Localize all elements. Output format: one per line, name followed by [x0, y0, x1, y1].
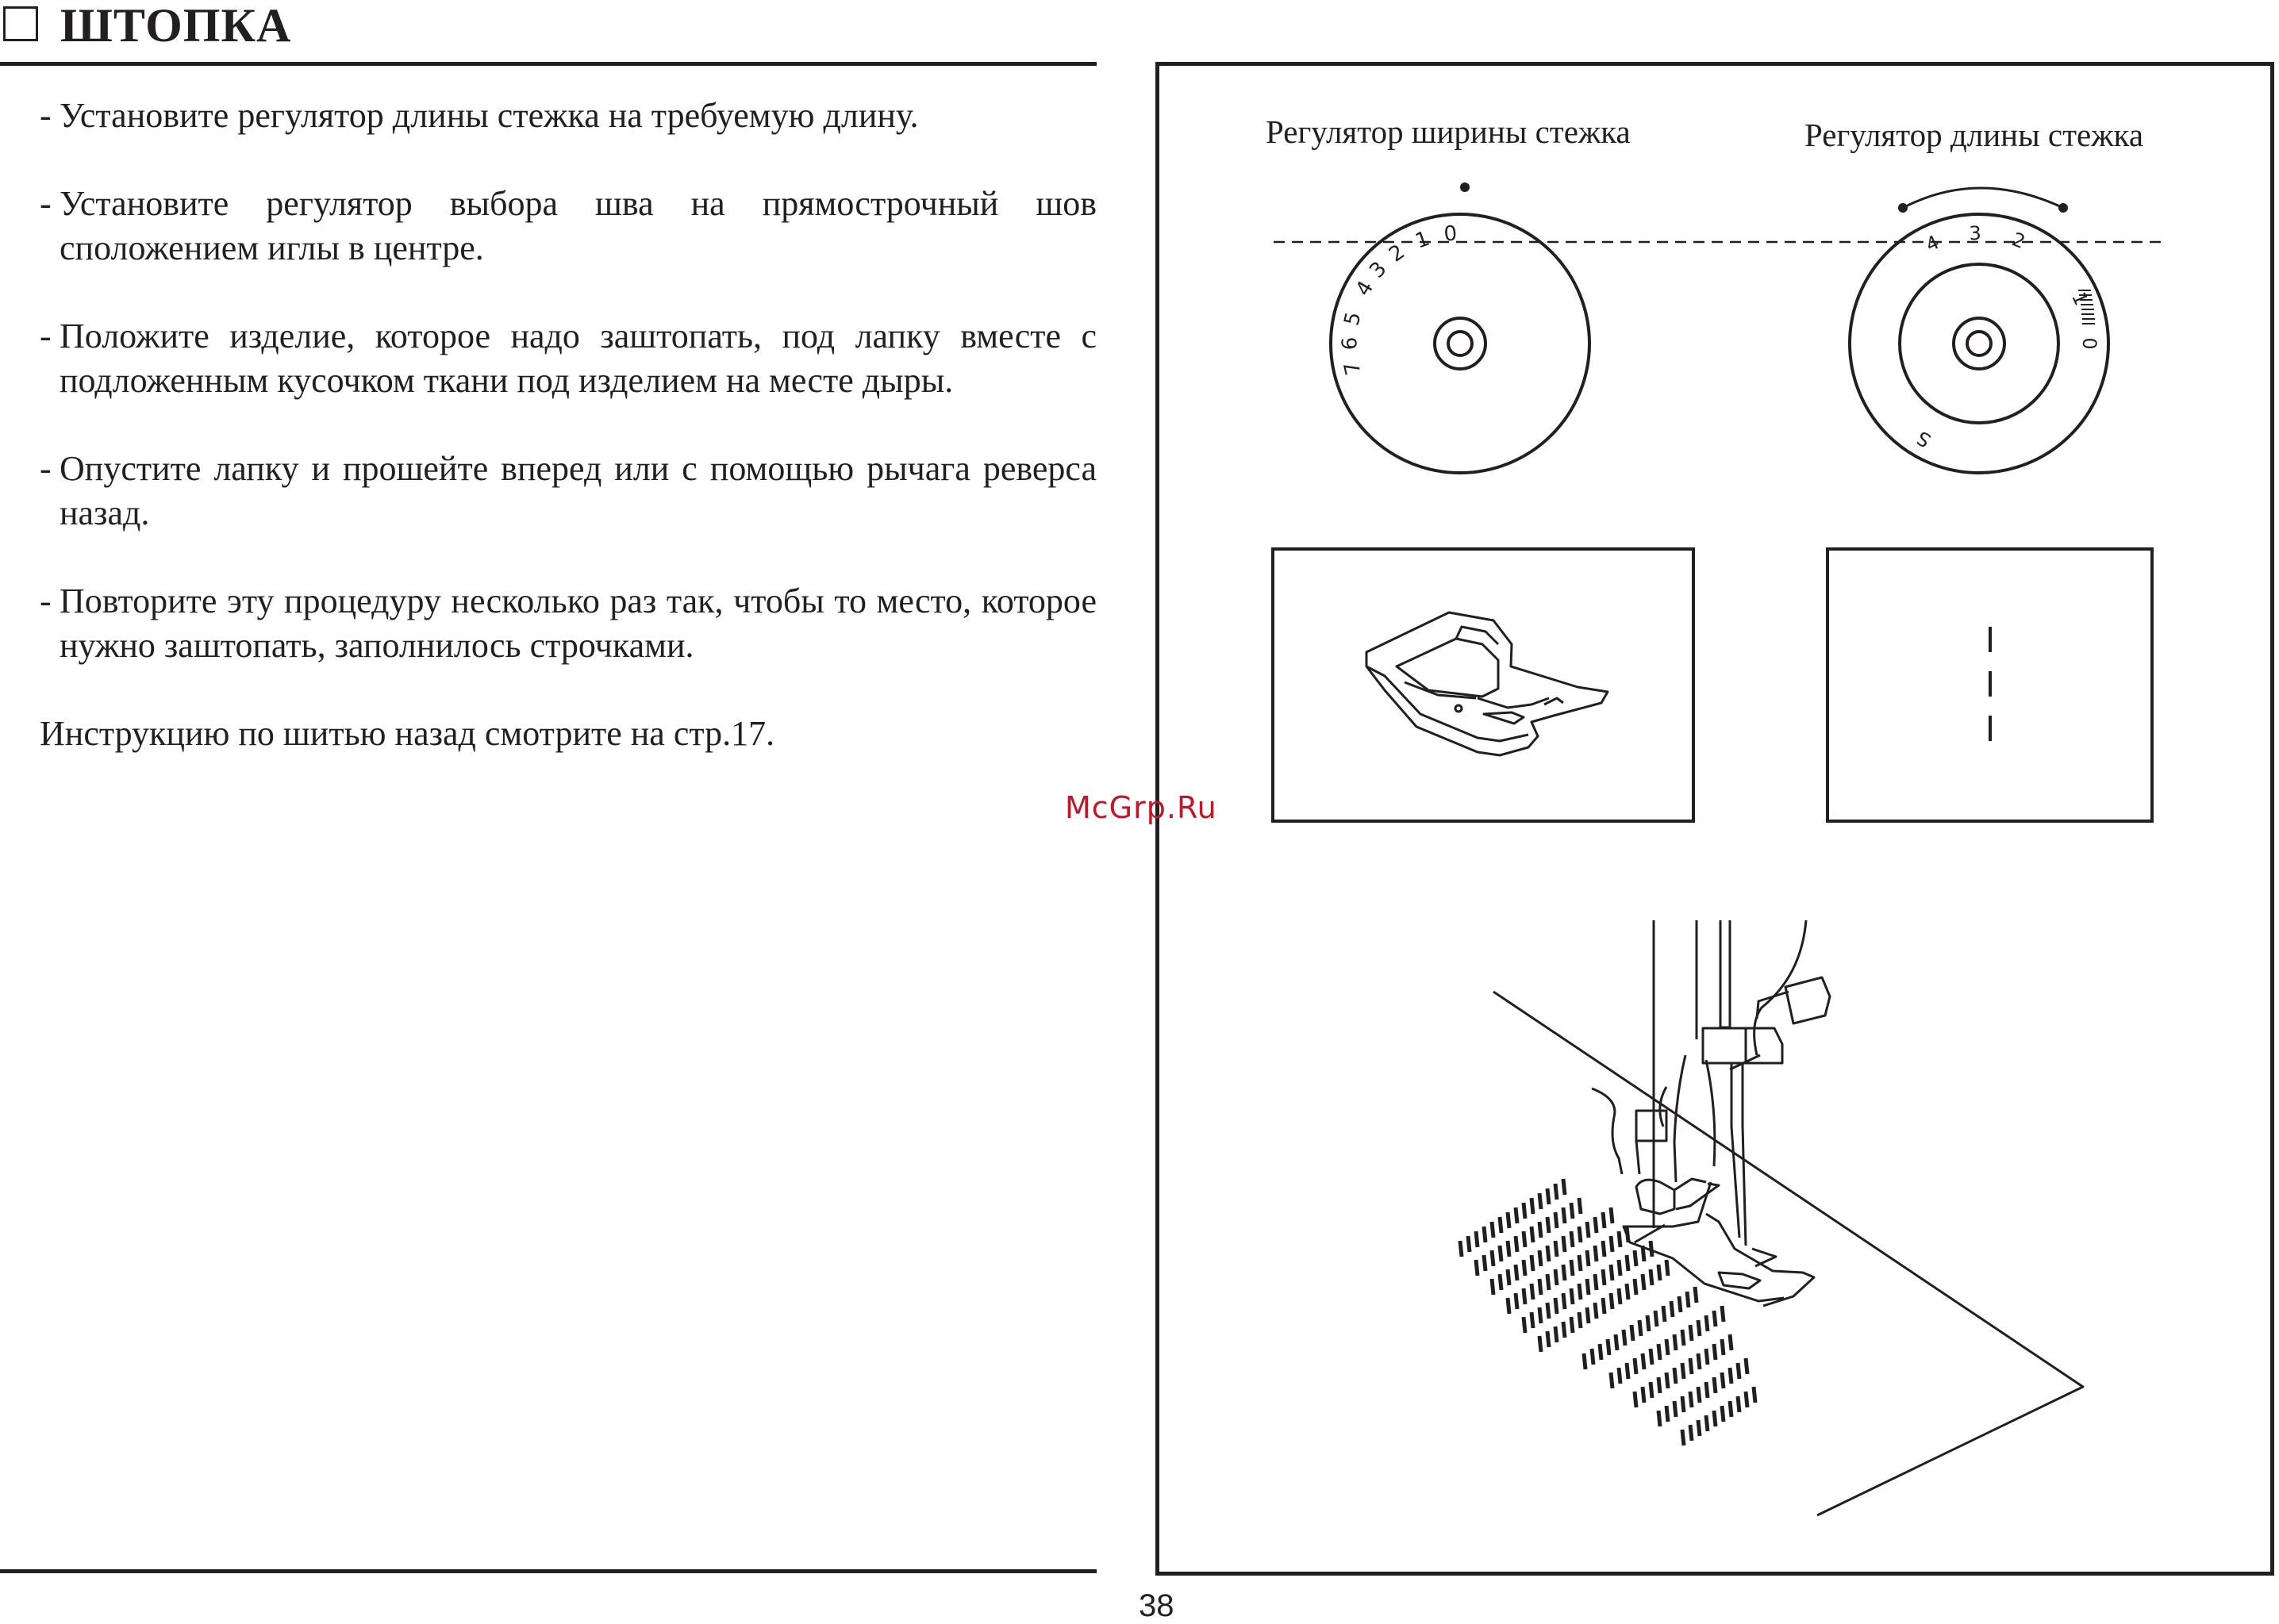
darning-stitch — [1690, 1358, 1692, 1374]
darning-stitch — [1639, 1320, 1641, 1336]
darning-stitch — [1706, 1349, 1708, 1365]
darning-stitch — [1754, 1387, 1755, 1403]
darning-stitch — [1619, 1368, 1620, 1384]
darning-stitch — [1611, 1373, 1612, 1388]
darning-stitch — [1492, 1222, 1493, 1238]
darning-stitch — [1539, 1336, 1541, 1352]
darning-stitch — [1539, 1307, 1541, 1323]
darning-stitch — [1619, 1260, 1620, 1276]
darning-stitch — [1468, 1236, 1470, 1252]
darning-stitch — [1516, 1293, 1517, 1309]
width-dial-indicator — [1460, 182, 1470, 192]
darning-stitch — [1603, 1269, 1605, 1285]
width-dial-mark-1: 1 — [1412, 226, 1433, 254]
darning-stitch — [1563, 1179, 1565, 1195]
darning-stitch — [1674, 1368, 1676, 1384]
darning-stitch — [1671, 1301, 1673, 1317]
darning-stitch — [1714, 1311, 1716, 1326]
darning-stitch — [1571, 1203, 1573, 1219]
darning-stitch — [1738, 1396, 1739, 1412]
width-dial-mark-6: 6 — [1338, 336, 1362, 351]
darning-stitch — [1563, 1265, 1565, 1280]
darning-stitch — [1547, 1246, 1549, 1261]
darning-stitch — [1516, 1265, 1517, 1280]
darning-stitch — [1579, 1312, 1581, 1328]
darning-stitch — [1746, 1358, 1747, 1374]
darning-stitch — [1666, 1406, 1668, 1422]
darning-stitch — [1698, 1320, 1700, 1336]
darning-stitch — [1682, 1396, 1684, 1412]
darning-stitch — [1492, 1250, 1493, 1266]
darning-stitch — [1587, 1222, 1589, 1238]
darning-stitch — [1619, 1231, 1620, 1247]
darning-stitch — [1539, 1193, 1541, 1209]
darning-stitch — [1508, 1212, 1509, 1228]
darning-stitch — [1587, 1307, 1589, 1323]
darning-stitch — [1500, 1274, 1501, 1290]
length-dial-left-indicator — [1898, 203, 1908, 213]
darning-stitch — [1682, 1363, 1684, 1379]
instruction-step-5: - Повторите эту процедуру несколько раз так, чтобы то место, которое нужно заштопать, заполнилось строчками. — [40, 582, 1097, 665]
darning-stitch — [1608, 1339, 1609, 1355]
darning-stitch — [1595, 1303, 1597, 1319]
darning-stitch — [1647, 1315, 1649, 1331]
width-dial-mark-0: 0 — [1443, 221, 1458, 247]
darning-stitch — [1555, 1326, 1557, 1342]
width-dial-marks — [1339, 221, 1458, 377]
darning-stitch — [1682, 1430, 1684, 1445]
darning-stitch — [1555, 1298, 1557, 1314]
darning-stitch — [1611, 1207, 1612, 1223]
darning-stitch — [1714, 1344, 1716, 1360]
darning-stitch — [1524, 1317, 1525, 1333]
darning-stitch — [1651, 1382, 1652, 1398]
darning-stitch — [1524, 1260, 1525, 1276]
darning-stitch — [1722, 1406, 1724, 1422]
darning-stitch — [1722, 1306, 1724, 1322]
darning-stitch — [1658, 1411, 1660, 1426]
darning-stitch — [1666, 1339, 1668, 1355]
darning-stitch — [1651, 1241, 1652, 1257]
darning-stitch — [1687, 1292, 1689, 1307]
darning-stitch — [1643, 1353, 1644, 1369]
length-dial-mark-1: 1 — [2067, 288, 2093, 309]
instruction-step-1: - Установите регулятор длины стежка на требуемую длину. — [40, 96, 919, 135]
darning-stitch — [1603, 1298, 1605, 1314]
darning-stitch — [1500, 1217, 1501, 1233]
darning-stitch — [1563, 1293, 1565, 1309]
watermark: McGrp.Ru — [1065, 790, 1217, 825]
darning-stitch — [1730, 1368, 1731, 1384]
length-dial-mark-3: 3 — [1969, 221, 1982, 245]
darning-stitch — [1563, 1207, 1565, 1223]
instruction-step-3: - Положите изделие, которое надо заштопать, под лапку вместе с подложенным кусочком ткани под изделием на месте дыры. — [40, 317, 1097, 400]
darning-stitch — [1532, 1284, 1533, 1300]
length-dial-mark-0: 0 — [2078, 337, 2100, 350]
darning-stitch — [1539, 1279, 1541, 1295]
darning-stitch — [1532, 1198, 1533, 1214]
darning-stitch — [1547, 1217, 1549, 1233]
darning-stitch — [1524, 1203, 1525, 1219]
width-dial-mark-5: 5 — [1339, 309, 1366, 328]
darning-stitch — [1571, 1317, 1573, 1333]
page-title: ШТОПКА — [60, 0, 292, 52]
darning-stitch — [1651, 1349, 1652, 1365]
width-dial-mark-7: 7 — [1339, 359, 1366, 378]
darning-stitch — [1587, 1250, 1589, 1266]
darning-stitch — [1579, 1255, 1581, 1271]
darning-stitch — [1635, 1250, 1636, 1266]
darning-stitch — [1587, 1279, 1589, 1295]
darning-stitch — [1674, 1401, 1676, 1417]
darning-stitch — [1674, 1334, 1676, 1350]
darning-stitch — [1627, 1363, 1628, 1379]
darning-stitch — [1706, 1315, 1708, 1331]
darning-stitch — [1706, 1415, 1708, 1431]
darning-stitch — [1738, 1363, 1739, 1379]
darning-stitch — [1624, 1330, 1625, 1346]
darning-stitch — [1658, 1265, 1660, 1280]
darning-stitch — [1547, 1188, 1549, 1204]
instruction-step-2: - Установите регулятор выбора шва на прямострочный шов сположением иглы в центре. — [40, 184, 1097, 267]
darning-stitch — [1679, 1296, 1681, 1312]
darning-stitch — [1547, 1274, 1549, 1290]
darning-stitch — [1714, 1411, 1716, 1426]
darning-stitch — [1698, 1353, 1700, 1369]
darning-stitch — [1555, 1212, 1557, 1228]
darning-stitch — [1484, 1255, 1485, 1271]
darning-stitch — [1484, 1227, 1485, 1242]
darning-stitch — [1563, 1236, 1565, 1252]
darning-stitch — [1616, 1334, 1617, 1350]
darning-stitch — [1508, 1298, 1509, 1314]
backstitch-note: Инструкцию по шитью назад смотрите на стр.17. — [40, 714, 775, 753]
darning-stitch — [1627, 1227, 1628, 1242]
width-dial-mark-3: 3 — [1365, 257, 1392, 283]
darning-stitch — [1584, 1353, 1585, 1369]
darning-stitch — [1492, 1279, 1493, 1295]
darning-stitch — [1627, 1284, 1628, 1300]
darning-stitch — [1516, 1236, 1517, 1252]
darning-stitch — [1690, 1425, 1692, 1441]
darning-stitch — [1635, 1392, 1636, 1407]
darning-stitch — [1658, 1344, 1660, 1360]
darning-stitch — [1663, 1306, 1665, 1322]
darning-stitch — [1619, 1288, 1620, 1304]
darning-stitch — [1706, 1382, 1708, 1398]
darning-stitch — [1555, 1241, 1557, 1257]
darning-stitch — [1532, 1255, 1533, 1271]
darning-stitch — [1579, 1227, 1581, 1242]
darning-stitch — [1532, 1227, 1533, 1242]
stitch-width-dial — [1331, 182, 1589, 473]
darning-stitch — [1635, 1279, 1636, 1295]
darning-stitch — [1643, 1274, 1644, 1290]
darning-stitch — [1682, 1330, 1684, 1346]
darning-stitch — [1611, 1293, 1612, 1309]
darning-stitch — [1571, 1288, 1573, 1304]
darning-stitch — [1695, 1287, 1697, 1303]
length-dial-label: Регулятор длины стежка — [1804, 117, 2144, 153]
darning-stitch — [1595, 1274, 1597, 1290]
darning-stitch — [1524, 1288, 1525, 1304]
darning-stitch — [1595, 1217, 1597, 1233]
length-dial-right-indicator — [2058, 203, 2068, 213]
darning-stitch — [1579, 1198, 1581, 1214]
darning-illustration — [1493, 920, 2083, 1515]
darning-stitch — [1592, 1349, 1593, 1365]
width-dial-label: Регулятор ширины стежка — [1266, 113, 1631, 150]
darning-stitch — [1666, 1373, 1668, 1388]
darning-stitch — [1635, 1358, 1636, 1374]
darning-stitch — [1651, 1269, 1652, 1285]
darning-stitch — [1571, 1231, 1573, 1247]
darning-stitch — [1547, 1331, 1549, 1347]
darning-stitch — [1460, 1241, 1462, 1257]
darning-stitch — [1547, 1303, 1549, 1319]
darning-stitch — [1508, 1241, 1509, 1257]
darning-stitch — [1698, 1387, 1700, 1403]
darning-stitch — [1722, 1373, 1724, 1388]
darning-stitch — [1532, 1312, 1533, 1328]
darning-stitch — [1611, 1236, 1612, 1252]
length-dial-mark-S: S — [1912, 426, 1935, 452]
fabric-outline — [1493, 992, 2083, 1515]
darning-stitch — [1579, 1284, 1581, 1300]
darning-stitch — [1698, 1420, 1700, 1436]
darning-stitch — [1571, 1260, 1573, 1276]
darning-stitch — [1555, 1184, 1557, 1200]
darning-stitch — [1539, 1250, 1541, 1266]
darning-stitch — [1746, 1392, 1747, 1407]
darning-stitches — [1460, 1179, 1755, 1445]
presser-foot-box — [1273, 549, 1693, 821]
darning-stitch — [1555, 1269, 1557, 1285]
darning-stitch — [1714, 1377, 1716, 1393]
darning-stitch — [1539, 1222, 1541, 1238]
darning-stitch — [1658, 1377, 1660, 1393]
darning-stitch — [1508, 1269, 1509, 1285]
darning-stitch — [1690, 1392, 1692, 1407]
darning-stitch — [1595, 1246, 1597, 1261]
darning-stitch — [1643, 1387, 1644, 1403]
darning-stitch — [1476, 1260, 1478, 1276]
darning-stitch — [1611, 1265, 1612, 1280]
darning-stitch — [1500, 1246, 1501, 1261]
page-number: 38 — [1139, 1588, 1174, 1623]
darning-stitch — [1563, 1322, 1565, 1338]
darning-stitch — [1631, 1325, 1633, 1341]
darning-stitch — [1524, 1231, 1525, 1247]
darning-stitch — [1627, 1255, 1628, 1271]
darning-stitch — [1516, 1207, 1517, 1223]
darning-stitch — [1722, 1339, 1724, 1355]
presser-foot-icon — [1366, 612, 1608, 755]
width-dial-mark-2: 2 — [1385, 240, 1409, 267]
width-dial-mark-4: 4 — [1351, 277, 1379, 301]
darning-stitch — [1643, 1246, 1644, 1261]
instruction-step-4: - Опустите лапку и прошейте вперед или с помощью рычага реверса назад. — [40, 449, 1097, 532]
darning-stitch — [1603, 1241, 1605, 1257]
darning-stitch — [1476, 1231, 1478, 1247]
length-dial-mark-2: 2 — [2008, 228, 2029, 254]
darning-stitch — [1655, 1311, 1657, 1326]
length-dial-mark-4: 4 — [1922, 231, 1943, 256]
darning-stitch — [1666, 1260, 1668, 1276]
darning-stitch — [1600, 1344, 1601, 1360]
darning-stitch — [1603, 1212, 1605, 1228]
darning-stitch — [1730, 1401, 1731, 1417]
darning-stitch — [1690, 1325, 1692, 1341]
darning-stitch — [1730, 1334, 1731, 1350]
